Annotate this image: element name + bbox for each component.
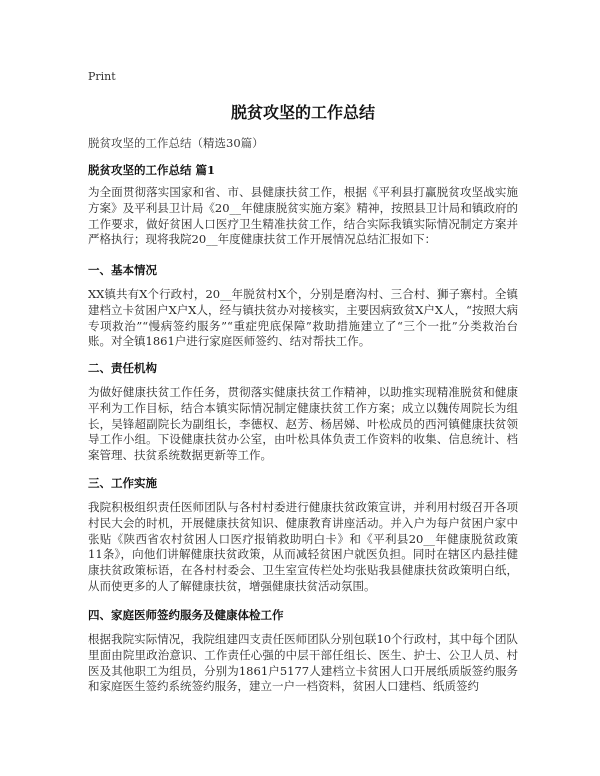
section-heading-family-doctor: 四、家庭医师签约服务及健康体检工作 — [88, 608, 284, 622]
section-body-family-doctor: 根据我院实际情况，我院组建四支责任医师团队分别包联10个行政村，其中每个团队里面由院里政治意识、工作责任心强的中层干部任组长、医生、护士、公卫人员、村医及其他职工为组员，分别为1861户5177人建档立卡贫困人口开展纸质版签约服务和家庭医生签约系统签约服务，建立一户一档资料，贫困人口建档、纸质签约 — [88, 632, 518, 694]
section-heading-responsible-agency: 二、责任机构 — [88, 361, 157, 375]
document-title: 脱贫攻坚的工作总结 — [230, 103, 375, 122]
section-body-implementation: 我院积极组织责任医师团队与各村村委进行健康扶贫政策宣讲，并利用村级召开各项村民大会的时机，开展健康扶贫知识、健康教育讲座活动。并入户为每户贫困户家中张贴《陕西省农村贫困人口医疗报销救助明白卡》和《平利县20__年健康脱贫政策11条》，向他们讲解健康扶贫政策，从而减轻贫困户就医负担。同时在辖区内悬挂健康扶贫政策标语，在各村村委会、卫生室宣传栏处均张贴我县健康扶贫政策明白纸，从而使更多的人了解健康扶贫，增强健康扶贫活动氛围。 — [88, 500, 518, 593]
article-heading: 脱贫攻坚的工作总结 篇1 — [88, 163, 216, 177]
section-heading-implementation: 三、工作实施 — [88, 476, 157, 490]
intro-paragraph: 为全面贯彻落实国家和省、市、县健康扶贫工作，根据《平利县打赢脱贫攻坚战实施方案》及平利县卫计局《20__年健康脱贫实施方案》精神，按照县卫计局和镇政府的工作要求，做好贫困人口医疗卫生精准扶贫工作，结合实际我镇实际情况制定方案并严格执行；现将我院20__年度健康扶贫工作开展情况总结汇报如下： — [88, 185, 518, 247]
section-body-basic-info: XX镇共有X个行政村，20__年脱贫村X个，分别是磨沟村、三合村、狮子寨村。全镇建档立卡贫困户X户X人，经与镇扶贫办对接核实，主要因病致贫X户X人，“按照大病专项救治”“慢病签约服务”“重症兜底保障”救助措施建立了“三个一批”分类救治台账。对全镇1861户进行家庭医师签约、结对帮扶工作。 — [88, 287, 518, 349]
print-link[interactable]: Print — [88, 70, 116, 83]
document-subtitle: 脱贫攻坚的工作总结（精选30篇） — [88, 136, 264, 150]
section-body-responsible-agency: 为做好健康扶贫工作任务，贯彻落实健康扶贫工作精神，以助推实现精准脱贫和健康平利为工作目标，结合本镇实际情况制定健康扶贫工作方案；成立以魏传周院长为组长，吴锋超副院长为副组长，李德权、赵芳、杨居娣、叶松成员的西河镇健康扶贫领导工作小组。下设健康扶贫办公室，由叶松具体负责工作资料的收集、信息统计、档案管理、扶贫系统数据更新等工作。 — [88, 385, 518, 463]
section-heading-basic-info: 一、基本情况 — [88, 263, 157, 277]
